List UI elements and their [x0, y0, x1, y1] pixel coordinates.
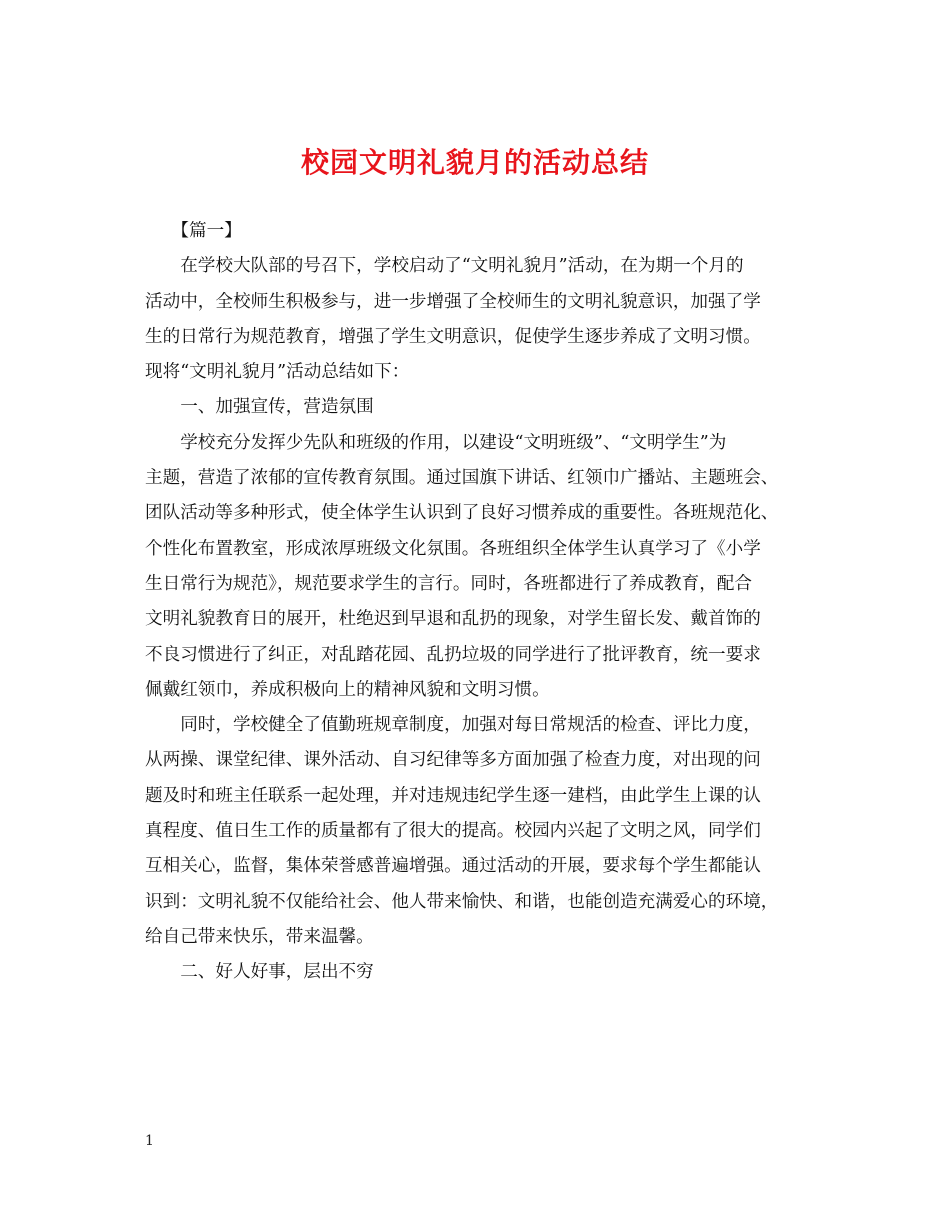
text-line: 生的日常行为规范教育，增强了学生文明意识，促使学生逐步养成了文明习惯。 — [145, 326, 761, 347]
text-line: 给自己带来快乐，带来温馨。 — [145, 926, 374, 947]
text-line: 学校充分发挥少先队和班级的作用，以建设“文明班级”、“文明学生”为 — [145, 432, 727, 453]
text-line: 生日常行为规范》，规范要求学生的言行。同时，各班都进行了养成教育，配合 — [145, 573, 752, 594]
text-line: 现将“文明礼貌月”活动总结如下： — [145, 362, 410, 383]
document-title: 校园文明礼貌月的活动总结 — [300, 146, 649, 179]
document-body — [145, 214, 813, 991]
text-line: 在学校大队部的号召下，学校启动了“文明礼貌月”活动，在为期一个月的 — [145, 256, 744, 277]
text-line: 互相关心，监督，集体荣誉感普遍增强。通过活动的开展，要求每个学生都能认 — [145, 856, 761, 877]
text-line: 【篇一】 — [145, 221, 242, 241]
text-line: 同时，学校健全了值勤班规章制度，加强对每日常规活的检查、评比力度， — [145, 715, 761, 736]
text-line: 主题，营造了浓郁的宣传教育氛围。通过国旗下讲话、红领巾广播站、主题班会、 — [145, 468, 779, 489]
text-line: 团队活动等多种形式，使全体学生认识到了良好习惯养成的重要性。各班规范化、 — [145, 503, 779, 524]
text-line: 识到：文明礼貌不仅能给社会、他人带来愉快、和谐，也能创造充满爱心的环境， — [145, 891, 779, 912]
text-line: 不良习惯进行了纠正，对乱踏花园、乱扔垃圾的同学进行了批评教育，统一要求 — [145, 644, 761, 665]
text-line: 文明礼貌教育日的展开，杜绝迟到早退和乱扔的现象，对学生留长发、戴首饰的 — [145, 609, 761, 630]
section-heading: 一、加强宣传，营造氛围 — [145, 397, 374, 418]
text-line: 从两操、课堂纪律、课外活动、自习纪律等多方面加强了检查力度，对出现的问 — [145, 750, 761, 771]
text-line: 佩戴红领巾，养成积极向上的精神风貌和文明习惯。 — [145, 679, 550, 700]
page-number: 1 — [145, 1133, 154, 1149]
section-heading: 二、好人好事，层出不穷 — [145, 962, 374, 983]
text-line: 个性化布置教室，形成浓厚班级文化氛围。各班组织全体学生认真学习了《小学 — [145, 538, 761, 559]
text-line: 活动中，全校师生积极参与，进一步增强了全校师生的文明礼貌意识，加强了学 — [145, 291, 761, 312]
text-line: 真程度、值日生工作的质量都有了很大的提高。校园内兴起了文明之风，同学们 — [145, 821, 761, 842]
text-line: 题及时和班主任联系一起处理，并对违规违纪学生逐一建档，由此学生上课的认 — [145, 785, 761, 806]
